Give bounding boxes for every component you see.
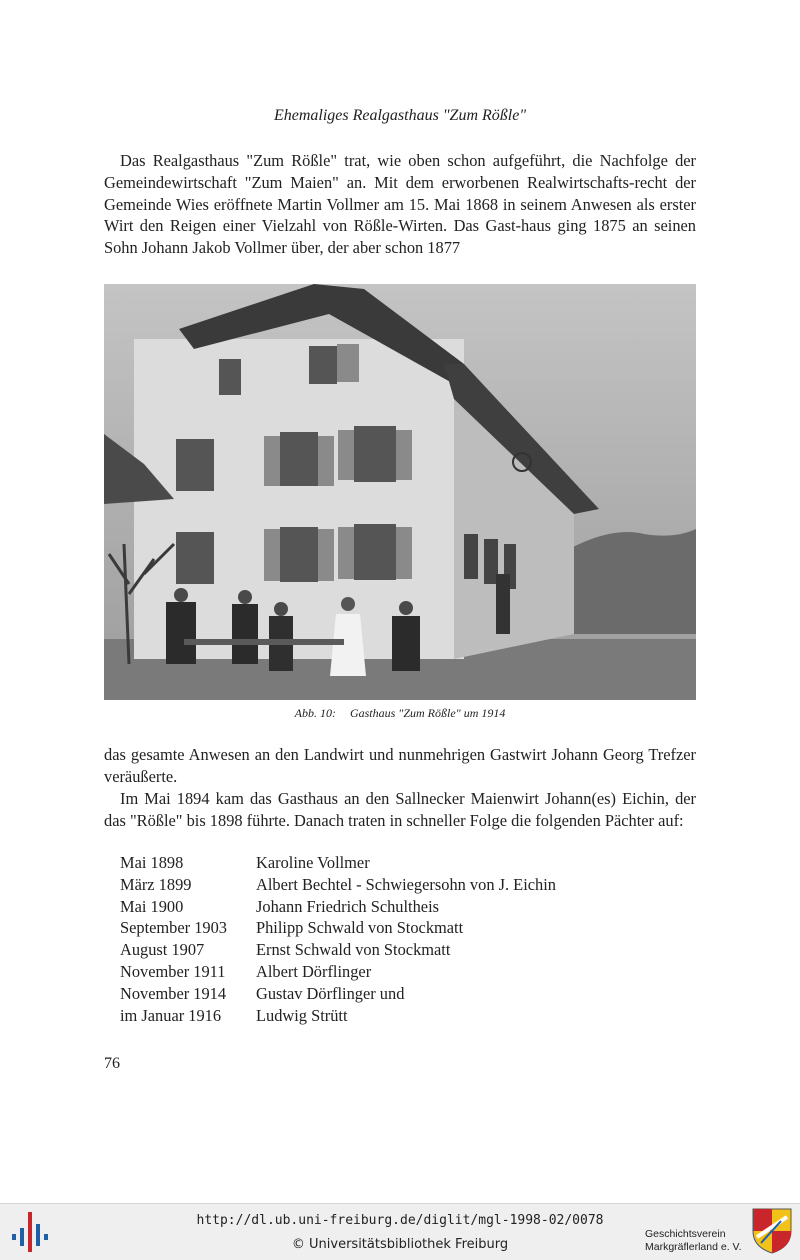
page-heading: Ehemaliges Realgasthaus "Zum Rößle": [273, 107, 527, 124]
tenant-name: Ernst Schwald von Stockmatt: [256, 940, 451, 960]
society-line-1: Geschichtsverein: [645, 1228, 726, 1240]
tenant-date: November 1911: [120, 961, 226, 981]
list-item: [120, 1005, 680, 1027]
tenant-name: Philipp Schwald von Stockmatt: [256, 918, 464, 938]
caption-text: Gasthaus "Zum Rößle" um 1914: [349, 706, 506, 720]
paragraph-3: Im Mai 1894 kam das Gasthaus an den Sallnecker Maienwirt Johann(es) Eichin, der das "Rößle" bis 1898 führte. Danach traten in schneller Folge die folgenden Pächter auf:: [104, 789, 696, 830]
list-item: [120, 874, 680, 896]
footer-copyright: © Universitätsbibliothek Freiburg: [291, 1237, 509, 1252]
tenant-list: [120, 852, 680, 1026]
list-item: [120, 939, 680, 961]
tenant-name: Ludwig Strütt: [256, 1005, 348, 1025]
tenant-date: Mai 1898: [120, 853, 184, 872]
tenant-date: September 1903: [120, 918, 227, 938]
tenant-date: März 1899: [120, 874, 192, 894]
tenant-name: Albert Dörflinger: [256, 961, 372, 981]
footer-url-link[interactable]: http://dl.ub.uni-freiburg.de/diglit/mgl-1998-02/0078: [196, 1213, 604, 1228]
tenant-name: Johann Friedrich Schultheis: [256, 896, 440, 916]
figure-caption: [0, 706, 800, 721]
list-item: [120, 961, 680, 983]
society-line-2: Markgräflerland e. V.: [645, 1241, 742, 1253]
tenant-date: November 1914: [120, 983, 227, 1003]
list-item: [120, 852, 680, 874]
list-item: [120, 917, 680, 939]
tenant-name: Albert Bechtel - Schwiegersohn von J. Eichin: [256, 874, 556, 894]
list-item: [120, 983, 680, 1005]
tenant-name: Karoline Vollmer: [256, 853, 370, 872]
tenant-date: Mai 1900: [120, 896, 184, 916]
tenant-name: Gustav Dörflinger und: [256, 983, 405, 1003]
society-name: [645, 1228, 755, 1254]
page-number: 76: [104, 1055, 120, 1072]
tenant-date: im Januar 1916: [120, 1005, 222, 1025]
paragraph-1: Das Realgasthaus "Zum Rößle" trat, wie oben schon aufgeführt, die Nachfolge der Gemeindewirtschaft "Zum Maien" an. Mit dem erworbenen Realwirtschafts-recht der Gemeinde Wies eröffnete Martin Vollmer am 15. Mai 1868 in seinem Anwesen als erster Wirt den Reigen einer Vielzahl von Rößle-Wirten. Das Gast-haus ging 1875 an seinen Sohn Johann Jakob Vollmer über, der aber schon 1877: [104, 151, 696, 258]
historic-photo: [104, 284, 696, 700]
caption-label: Abb. 10:: [294, 706, 336, 720]
list-item: [120, 896, 680, 918]
coat-of-arms-icon[interactable]: [751, 1207, 793, 1255]
paragraph-2: das gesamte Anwesen an den Landwirt und nunmehrigen Gastwirt Johann Georg Trefzer veräußerte.: [104, 745, 696, 786]
tenant-date: August 1907: [120, 940, 205, 960]
